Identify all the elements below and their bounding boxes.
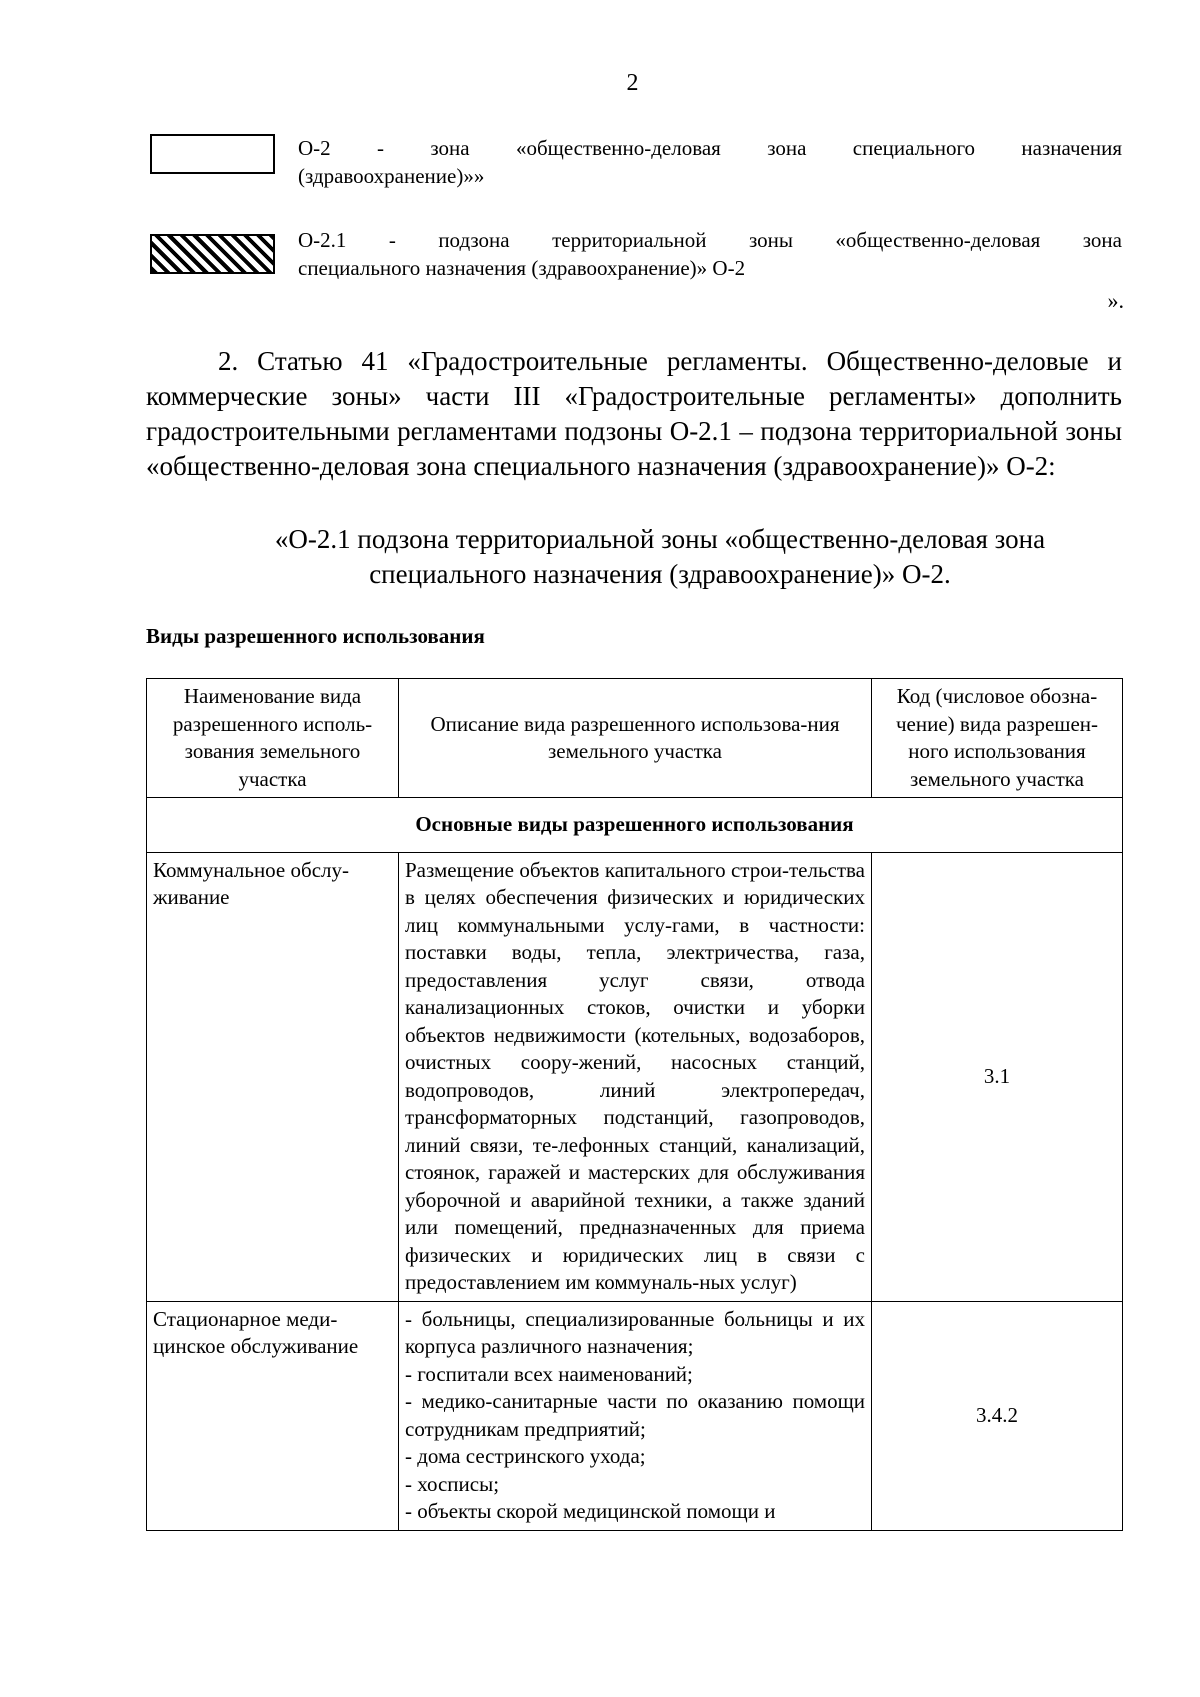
group-title: Основные виды разрешенного использования	[147, 798, 1123, 853]
row-code: 3.1	[872, 852, 1123, 1301]
legend-o2-1-line2: специального назначения (здравоохранение)» О-2	[298, 256, 746, 280]
table-header-row	[147, 679, 1123, 798]
header-name: Наименование вида разрешенного исполь-зования земельного участка	[147, 679, 399, 798]
description-line: - хосписы;	[405, 1471, 500, 1496]
description-line: - объекты скорой медицинской помощи и	[405, 1499, 776, 1523]
table-row	[147, 1301, 1123, 1530]
row-name: Стационарное меди-цинское обслуживание	[147, 1301, 399, 1530]
row-description-list	[399, 1301, 872, 1530]
description-line: - госпитали всех наименований;	[405, 1361, 693, 1386]
row-name: Коммунальное обслу-живание	[147, 852, 399, 1301]
main-paragraph: 2. Статью 41 «Градостроительные регламенты. Общественно-деловые и коммерческие зоны» части III «Градостроительные регламенты» дополнить градостроительными регламентами подзоны О-2.1 – подзона территориальной зоны «общественно-деловая зона специального назначения (здравоохранение)» О-2:	[146, 346, 1122, 481]
legend-empty-box-symbol	[150, 134, 275, 174]
legend-o2-1-line1: О-2.1 - подзона территориальной зоны «общественно-деловая зона	[298, 228, 1122, 252]
table-group-row	[147, 798, 1123, 853]
section-title: Виды разрешенного использования	[146, 624, 485, 648]
description-line: - дома сестринского ухода;	[405, 1444, 646, 1468]
legend-o2-line1: О-2 - зона «общественно-деловая зона специального назначения	[298, 136, 1122, 160]
subzone-heading-line2: специального назначения (здравоохранение)» О-2.	[369, 559, 951, 589]
description-line: - медико-санитарные части по оказанию помощи сотрудникам предприятий;	[405, 1389, 865, 1441]
legend-hatched-box-symbol	[150, 234, 275, 274]
header-description: Описание вида разрешенного использова-ния земельного участка	[399, 679, 872, 798]
row-description: Размещение объектов капитального строи-тельства в целях обеспечения физических и юридических лиц коммунальными услу-гами, в частности: поставки воды, тепла, электричества, газа, предоставления услуг связи, отвода канализационных стоков, очистки и уборки объектов недвижимости (котельных, водозаборов, очистных соору-жений, насосных станций, водопроводов, линий электропередач, трансформаторных подстанций, газопроводов, линий связи, те-лефонных станций, канализаций, стоянок, гаражей и мастерских для обслуживания уборочной и аварийной техники, а также зданий или помещений, предназначенных для приема физических и юридических лиц в связи с предоставлением им коммуналь-ных услуг)	[399, 852, 872, 1301]
page-number: 2	[626, 70, 639, 96]
subzone-heading-line1: «О-2.1 подзона территориальной зоны «общественно-деловая зона	[274, 524, 1046, 554]
legend-text-o2-1	[298, 226, 1122, 282]
description-line: - больницы, специализированные больницы и их корпуса различного назначения;	[405, 1306, 865, 1358]
subzone-heading	[200, 522, 1120, 592]
permitted-uses-table	[146, 678, 1123, 1531]
legend-o2-line2: (здравоохранение)»»	[298, 164, 485, 188]
table-row	[147, 852, 1123, 1301]
row-code: 3.4.2	[872, 1301, 1123, 1530]
header-code: Код (числовое обозна-чение) вида разрешен-ного использования земельного участка	[872, 679, 1123, 798]
legend-text-o2	[298, 134, 1122, 190]
closing-quote: ».	[1107, 288, 1124, 313]
